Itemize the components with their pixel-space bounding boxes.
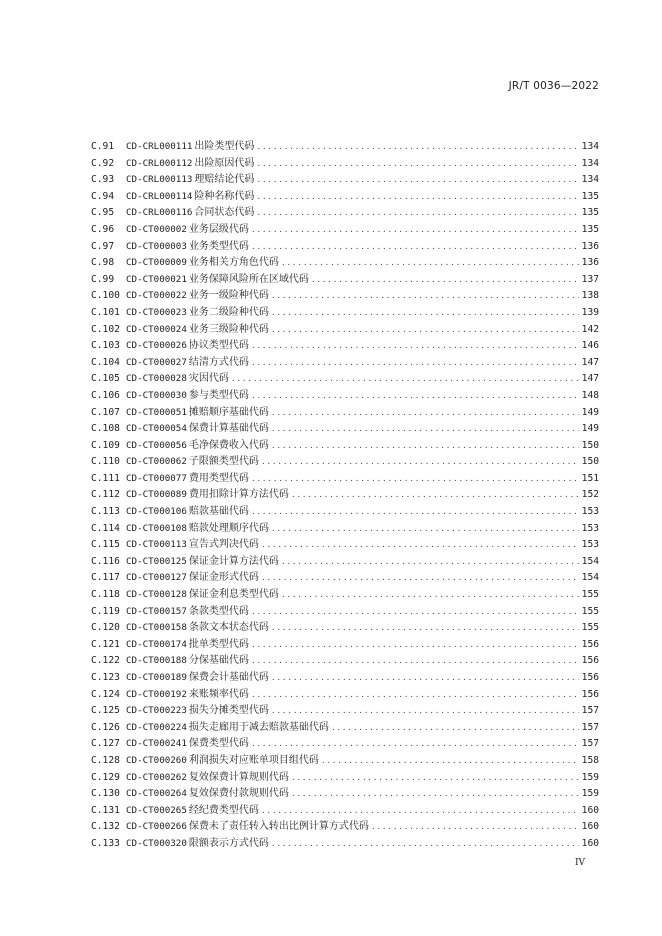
toc-entry-title: 险种名称代码 <box>194 190 255 202</box>
toc-entry[interactable] <box>91 170 599 187</box>
toc-leader-dots <box>232 374 579 384</box>
toc-entry-page: 152 <box>581 489 599 501</box>
toc-entry[interactable] <box>91 519 599 536</box>
toc-entry-title: 业务保障风险所在区域代码 <box>188 273 309 285</box>
toc-leader-dots <box>272 308 579 318</box>
toc-entry-code: CD-CT000028 <box>126 373 187 385</box>
toc-entry-page: 134 <box>581 174 599 186</box>
toc-entry-number: C.125 <box>91 705 120 717</box>
toc-entry-number: C.128 <box>91 754 120 766</box>
toc-leader-dots <box>272 706 579 716</box>
toc-leader-dots <box>322 756 579 766</box>
toc-entry-code: CD-CT000262 <box>126 771 187 783</box>
toc-entry-code: CD-CT000026 <box>126 340 187 352</box>
toc-entry-number: C.111 <box>91 472 120 484</box>
toc-entry-code: CD-CRL000112 <box>126 157 193 169</box>
toc-entry-number: C.96 <box>91 223 115 235</box>
toc-entry-number: C.109 <box>91 439 120 451</box>
toc-entry-page: 155 <box>581 589 599 601</box>
toc-entry[interactable] <box>91 701 599 718</box>
toc-entry[interactable] <box>91 353 599 370</box>
toc-entry-title: 毛净保费收入代码 <box>188 439 269 451</box>
toc-entry-page: 157 <box>581 705 599 717</box>
toc-leader-dots <box>257 208 578 218</box>
toc-entry-title: 限额表示方式代码 <box>188 837 269 849</box>
toc-entry-title: 保费类型代码 <box>188 738 249 750</box>
toc-entry-page: 150 <box>581 439 599 451</box>
toc-entry-page: 150 <box>581 456 599 468</box>
document-standard-number: JR/T 0036—2022 <box>508 80 599 92</box>
toc-entry[interactable] <box>91 303 599 320</box>
toc-entry-title: 保证金利息类型代码 <box>188 589 279 601</box>
toc-entry[interactable] <box>91 718 599 735</box>
toc-entry[interactable] <box>91 452 599 469</box>
toc-entry-title: 出险类型代码 <box>194 141 255 152</box>
toc-entry-number: C.113 <box>91 506 120 518</box>
toc-entry-title: 保费未了责任转入转出比例计算方式代码 <box>188 821 369 833</box>
toc-entry-title: 出险原因代码 <box>194 157 255 169</box>
toc-entry-title: 赔款基础代码 <box>188 506 249 518</box>
toc-entry-page: 151 <box>581 472 599 484</box>
toc-entry-code: CD-CT000106 <box>126 506 187 518</box>
toc-entry-number: C.99 <box>91 273 115 285</box>
toc-entry-code: CD-CT000157 <box>126 605 187 617</box>
toc-leader-dots <box>272 424 579 434</box>
toc-entry-title: 复效保费计算规则代码 <box>188 771 289 783</box>
toc-leader-dots <box>252 656 579 666</box>
toc-entry[interactable] <box>91 651 599 668</box>
toc-entry-number: C.127 <box>91 738 120 750</box>
toc-entry-page: 154 <box>581 572 599 584</box>
toc-entry-number: C.126 <box>91 721 120 733</box>
toc-entry-title: 灾因代码 <box>188 373 229 385</box>
toc-entry-title: 损失走廊用于减去赔款基础代码 <box>188 721 329 733</box>
toc-entry[interactable] <box>91 568 599 585</box>
toc-entry-title: 业务层级代码 <box>188 223 249 235</box>
toc-entry[interactable] <box>91 535 599 552</box>
toc-entry-number: C.93 <box>91 174 115 186</box>
toc-entry[interactable] <box>91 253 599 270</box>
toc-entry-page: 155 <box>581 622 599 634</box>
toc-entry-number: C.102 <box>91 323 120 335</box>
toc-entry-number: C.100 <box>91 290 120 302</box>
toc-leader-dots <box>332 723 579 733</box>
toc-entry-code: CD-CT000056 <box>126 439 187 451</box>
toc-entry-page: 136 <box>581 257 599 269</box>
toc-leader-dots <box>272 839 579 849</box>
toc-entry-code: CD-CT000054 <box>126 423 187 435</box>
toc-leader-dots <box>252 474 579 484</box>
toc-entry-title: 分保基础代码 <box>188 655 249 667</box>
toc-leader-dots <box>272 623 579 633</box>
toc-entry[interactable] <box>91 137 599 154</box>
toc-entry-number: C.130 <box>91 788 120 800</box>
toc-entry-code: CD-CT000009 <box>126 257 187 269</box>
toc-entry-page: 156 <box>581 655 599 667</box>
toc-entry-number: C.121 <box>91 638 120 650</box>
toc-entry-title: 赔款处理顺序代码 <box>188 522 269 534</box>
toc-entry-code: CD-CRL000111 <box>126 141 193 152</box>
toc-entry-code: CD-CT000241 <box>126 738 187 750</box>
toc-entry-page: 153 <box>581 506 599 518</box>
toc-leader-dots <box>262 540 579 550</box>
toc-entry-code: CD-CRL000114 <box>126 190 193 202</box>
toc-entry[interactable] <box>91 817 599 834</box>
toc-entry-code: CD-CT000260 <box>126 754 187 766</box>
toc-entry-code: CD-CT000030 <box>126 389 187 401</box>
toc-entry-number: C.133 <box>91 837 120 849</box>
toc-entry-title: 保证金计算方法代码 <box>188 555 279 567</box>
toc-leader-dots <box>252 341 579 351</box>
toc-entry-number: C.103 <box>91 340 120 352</box>
toc-entry-page: 147 <box>581 373 599 385</box>
toc-entry-title: 费用类型代码 <box>188 472 249 484</box>
toc-entry-code: CD-CRL000113 <box>126 174 193 186</box>
toc-leader-dots <box>272 325 579 335</box>
toc-entry[interactable] <box>91 485 599 502</box>
toc-leader-dots <box>257 192 578 202</box>
toc-entry-code: CD-CT000266 <box>126 821 187 833</box>
toc-leader-dots <box>272 408 579 418</box>
toc-entry-page: 135 <box>581 190 599 202</box>
toc-entry-page: 159 <box>581 771 599 783</box>
toc-entry-page: 153 <box>581 522 599 534</box>
toc-entry-code: CD-CT000128 <box>126 589 187 601</box>
toc-entry-page: 160 <box>581 804 599 816</box>
toc-leader-dots <box>292 789 579 799</box>
toc-leader-dots <box>257 142 578 152</box>
toc-leader-dots <box>252 242 579 252</box>
toc-entry-code: CD-CT000051 <box>126 406 187 418</box>
toc-entry-number: C.129 <box>91 771 120 783</box>
toc-entry-page: 153 <box>581 539 599 551</box>
toc-leader-dots <box>282 590 579 600</box>
toc-leader-dots <box>252 507 579 517</box>
toc-entry-code: CD-CRL000116 <box>126 207 193 219</box>
toc-entry-title: 摊赔顺序基础代码 <box>188 406 269 418</box>
toc-leader-dots <box>372 822 579 832</box>
toc-entry[interactable] <box>91 369 599 386</box>
toc-entry[interactable] <box>91 734 599 751</box>
toc-entry[interactable] <box>91 552 599 569</box>
toc-entry-code: CD-CT000192 <box>126 688 187 700</box>
toc-entry-page: 157 <box>581 738 599 750</box>
toc-entry[interactable] <box>91 203 599 220</box>
toc-entry-title: 宣告式判决代码 <box>188 539 259 551</box>
toc-entry-code: CD-CT000002 <box>126 223 187 235</box>
toc-entry-code: CD-CT000174 <box>126 638 187 650</box>
toc-entry-page: 139 <box>581 306 599 318</box>
toc-entry-number: C.91 <box>91 141 115 152</box>
toc-entry-title: 保费计算基础代码 <box>188 423 269 435</box>
toc-entry-title: 损失分摊类型代码 <box>188 705 269 717</box>
toc-leader-dots <box>292 490 579 500</box>
toc-entry-number: C.97 <box>91 240 115 252</box>
toc-entry-number: C.124 <box>91 688 120 700</box>
toc-entry-code: CD-CT000125 <box>126 555 187 567</box>
toc-entry-number: C.123 <box>91 672 120 683</box>
toc-entry[interactable] <box>91 286 599 303</box>
toc-entry-title: 复效保费付款规则代码 <box>188 788 289 800</box>
toc-entry-number: C.131 <box>91 804 120 816</box>
toc-entry-number: C.120 <box>91 622 120 634</box>
toc-entry[interactable] <box>91 403 599 420</box>
toc-entry-number: C.119 <box>91 605 120 617</box>
toc-leader-dots <box>272 673 579 683</box>
toc-entry-title: 参与类型代码 <box>188 389 249 401</box>
toc-leader-dots <box>262 573 579 583</box>
toc-entry-code: CD-CT000027 <box>126 356 187 368</box>
toc-entry-page: 137 <box>581 273 599 285</box>
toc-entry-page: 147 <box>581 356 599 368</box>
toc-entry[interactable] <box>91 320 599 337</box>
toc-entry-code: CD-CT000113 <box>126 539 187 551</box>
toc-entry[interactable] <box>91 237 599 254</box>
toc-entry-code: CD-CT000077 <box>126 472 187 484</box>
toc-entry-number: C.106 <box>91 389 120 401</box>
toc-entry-code: CD-CT000127 <box>126 572 187 584</box>
toc-entry-number: C.110 <box>91 456 120 468</box>
toc-entry-code: CD-CT000320 <box>126 837 187 849</box>
toc-entry-title: 条款文本状态代码 <box>188 622 269 634</box>
toc-entry-page: 156 <box>581 638 599 650</box>
toc-entry-number: C.112 <box>91 489 120 501</box>
toc-entry-title: 子限额类型代码 <box>188 456 259 468</box>
toc-entry-page: 154 <box>581 555 599 567</box>
toc-entry[interactable] <box>91 768 599 785</box>
toc-entry-number: C.118 <box>91 589 120 601</box>
toc-entry-code: CD-CT000021 <box>126 273 187 285</box>
toc-entry-number: C.122 <box>91 655 120 667</box>
toc-entry[interactable] <box>91 602 599 619</box>
toc-entry-page: 157 <box>581 721 599 733</box>
toc-leader-dots <box>262 457 579 467</box>
toc-entry-page: 146 <box>581 340 599 352</box>
toc-entry-number: C.94 <box>91 190 115 202</box>
toc-entry-number: C.116 <box>91 555 120 567</box>
toc-leader-dots <box>272 291 579 301</box>
toc-entry[interactable] <box>91 419 599 436</box>
toc-entry-title: 合同状态代码 <box>194 207 255 219</box>
toc-entry-code: CD-CT000224 <box>126 721 187 733</box>
toc-entry-page: 138 <box>581 290 599 302</box>
toc-entry-title: 条款类型代码 <box>188 605 249 617</box>
toc-entry-number: C.104 <box>91 356 120 368</box>
toc-entry[interactable] <box>91 220 599 237</box>
toc-entry-page: 142 <box>581 323 599 335</box>
toc-entry-page: 134 <box>581 141 599 152</box>
toc-entry-title: 保证金形式代码 <box>188 572 259 584</box>
toc-entry-code: CD-CT000024 <box>126 323 187 335</box>
toc-entry[interactable] <box>91 801 599 818</box>
toc-entry-page: 149 <box>581 423 599 435</box>
toc-entry-page: 149 <box>581 406 599 418</box>
toc-entry[interactable] <box>91 436 599 453</box>
toc-leader-dots <box>282 258 579 268</box>
toc-entry-page: 135 <box>581 207 599 219</box>
toc-entry[interactable] <box>91 585 599 602</box>
toc-entry[interactable] <box>91 685 599 702</box>
toc-entry[interactable] <box>91 336 599 353</box>
toc-entry-title: 结清方式代码 <box>188 356 249 368</box>
toc-leader-dots <box>252 690 579 700</box>
toc-entry-number: C.132 <box>91 821 120 833</box>
toc-entry-title: 理赔结论代码 <box>194 174 255 186</box>
toc-entry-code: CD-CT000022 <box>126 290 187 302</box>
toc-entry-code: CD-CT000108 <box>126 522 187 534</box>
toc-entry-title: 费用扣除计算方法代码 <box>188 489 289 501</box>
toc-entry-code: CD-CT000023 <box>126 306 187 318</box>
toc-entry-page: 158 <box>581 754 599 766</box>
toc-leader-dots <box>257 175 578 185</box>
toc-entry-code: CD-CT000003 <box>126 240 187 252</box>
toc-leader-dots <box>252 640 579 650</box>
toc-entry-number: C.114 <box>91 522 120 534</box>
toc-entry-title: 业务类型代码 <box>188 240 249 252</box>
toc-leader-dots <box>252 391 579 401</box>
toc-entry[interactable] <box>91 154 599 171</box>
toc-entry-page: 160 <box>581 837 599 849</box>
toc-entry[interactable] <box>91 668 599 685</box>
table-of-contents <box>91 137 599 851</box>
toc-entry[interactable] <box>91 469 599 486</box>
toc-entry-code: CD-CT000158 <box>126 622 187 634</box>
toc-entry-page: 135 <box>581 223 599 235</box>
toc-entry-page: 148 <box>581 389 599 401</box>
toc-entry-title: 业务三级险种代码 <box>188 323 269 335</box>
toc-entry-code: CD-CT000062 <box>126 456 187 468</box>
toc-entry-title: 保费会计基础代码 <box>188 672 269 683</box>
toc-entry-title: 业务二级险种代码 <box>188 306 269 318</box>
toc-leader-dots <box>252 358 579 368</box>
toc-entry-page: 156 <box>581 672 599 683</box>
toc-entry[interactable] <box>91 187 599 204</box>
toc-entry-page: 134 <box>581 157 599 169</box>
toc-leader-dots <box>262 806 579 816</box>
toc-entry-title: 批单类型代码 <box>188 638 249 650</box>
toc-entry[interactable] <box>91 386 599 403</box>
toc-entry-code: CD-CT000264 <box>126 788 187 800</box>
toc-entry-number: C.95 <box>91 207 115 219</box>
toc-entry[interactable] <box>91 751 599 768</box>
toc-entry-number: C.101 <box>91 306 120 318</box>
page-number: IV <box>574 858 585 868</box>
toc-leader-dots <box>272 524 579 534</box>
toc-entry-number: C.115 <box>91 539 120 551</box>
toc-leader-dots <box>252 225 579 235</box>
toc-entry-page: 160 <box>581 821 599 833</box>
toc-entry-code: CD-CT000188 <box>126 655 187 667</box>
toc-entry[interactable] <box>91 834 599 851</box>
toc-leader-dots <box>312 275 579 285</box>
toc-entry-number: C.105 <box>91 373 120 385</box>
toc-entry[interactable] <box>91 784 599 801</box>
toc-entry[interactable] <box>91 635 599 652</box>
toc-entry-page: 136 <box>581 240 599 252</box>
toc-entry[interactable] <box>91 618 599 635</box>
toc-entry-code: CD-CT000265 <box>126 804 187 816</box>
toc-entry-title: 业务一级险种代码 <box>188 290 269 302</box>
toc-leader-dots <box>252 739 579 749</box>
toc-entry-title: 业务相关方角色代码 <box>188 257 279 269</box>
toc-entry[interactable] <box>91 502 599 519</box>
toc-entry-number: C.117 <box>91 572 120 584</box>
toc-entry-title: 协议类型代码 <box>188 340 249 352</box>
toc-entry-number: C.92 <box>91 157 115 169</box>
toc-entry-title: 利润损失对应账单项目组代码 <box>188 754 319 766</box>
toc-leader-dots <box>292 773 579 783</box>
toc-leader-dots <box>282 557 579 567</box>
toc-entry-code: CD-CT000089 <box>126 489 187 501</box>
toc-entry-code: CD-CT000223 <box>126 705 187 717</box>
toc-entry-title: 来账频率代码 <box>188 688 249 700</box>
toc-entry-number: C.108 <box>91 423 120 435</box>
toc-entry[interactable] <box>91 270 599 287</box>
toc-entry-code: CD-CT000189 <box>126 672 187 683</box>
toc-entry-page: 156 <box>581 688 599 700</box>
toc-entry-title: 经纪费类型代码 <box>188 804 259 816</box>
toc-entry-page: 155 <box>581 605 599 617</box>
toc-leader-dots <box>257 159 578 169</box>
toc-entry-page: 159 <box>581 788 599 800</box>
toc-leader-dots <box>272 441 579 451</box>
toc-entry-number: C.98 <box>91 257 115 269</box>
toc-entry-number: C.107 <box>91 406 120 418</box>
toc-leader-dots <box>252 607 579 617</box>
